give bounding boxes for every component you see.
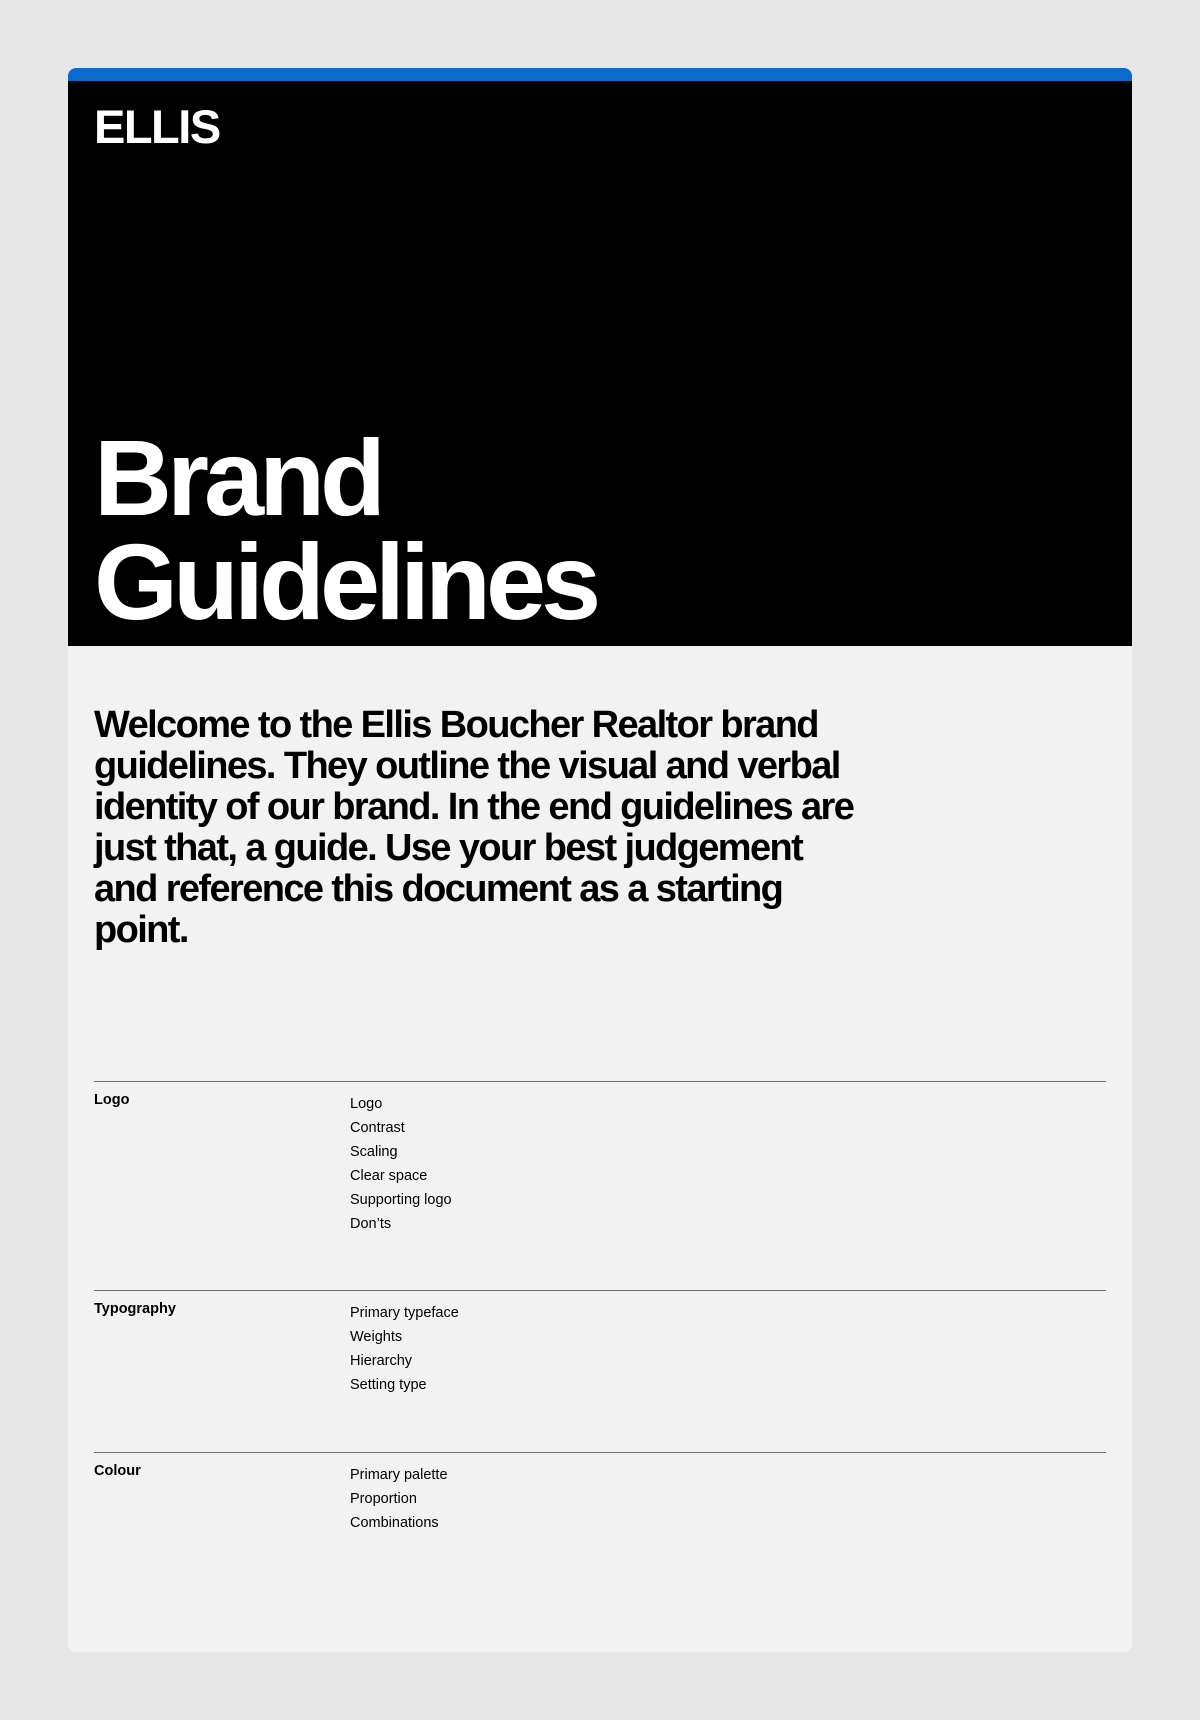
hero-banner — [68, 81, 1132, 646]
accent-bar — [68, 68, 1132, 81]
toc-item[interactable]: Weights — [350, 1329, 403, 1345]
toc-section-typography — [94, 1290, 1106, 1441]
toc-section-items — [350, 1092, 452, 1236]
toc-item[interactable]: Combinations — [350, 1515, 439, 1531]
toc-item[interactable]: Scaling — [350, 1144, 398, 1160]
toc-item[interactable]: Primary palette — [350, 1467, 448, 1483]
toc-item[interactable]: Supporting logo — [350, 1192, 452, 1208]
toc-section-colour — [94, 1452, 1106, 1573]
toc-item[interactable]: Clear space — [350, 1168, 428, 1184]
toc-item[interactable]: Contrast — [350, 1120, 405, 1136]
toc-item[interactable]: Hierarchy — [350, 1353, 413, 1369]
toc-section-heading: Typography — [94, 1301, 176, 1317]
toc-item[interactable]: Logo — [350, 1096, 383, 1112]
brand-logo: ELLIS — [94, 100, 220, 153]
intro-paragraph: Welcome to the Ellis Boucher Realtor brand guidelines. They outline the visual and verbal identity of our brand. In the end guidelines are just that, a guide. Use your best judgement and reference this document as a starting point. — [94, 704, 854, 951]
toc-section-logo — [94, 1081, 1106, 1282]
toc-section-heading: Colour — [94, 1463, 141, 1479]
toc-section-items — [350, 1301, 459, 1397]
toc-item[interactable]: Proportion — [350, 1491, 417, 1507]
toc-section-items — [350, 1463, 448, 1535]
page-title-line-1: Brand — [94, 417, 382, 538]
toc-section-heading: Logo — [94, 1092, 130, 1108]
toc-item[interactable]: Setting type — [350, 1377, 427, 1393]
toc-item[interactable]: Primary typeface — [350, 1305, 459, 1321]
toc-item[interactable]: Don’ts — [350, 1216, 392, 1232]
guidelines-card — [68, 68, 1132, 1652]
page-title-line-2: Guidelines — [94, 521, 597, 642]
page-title — [94, 417, 597, 642]
